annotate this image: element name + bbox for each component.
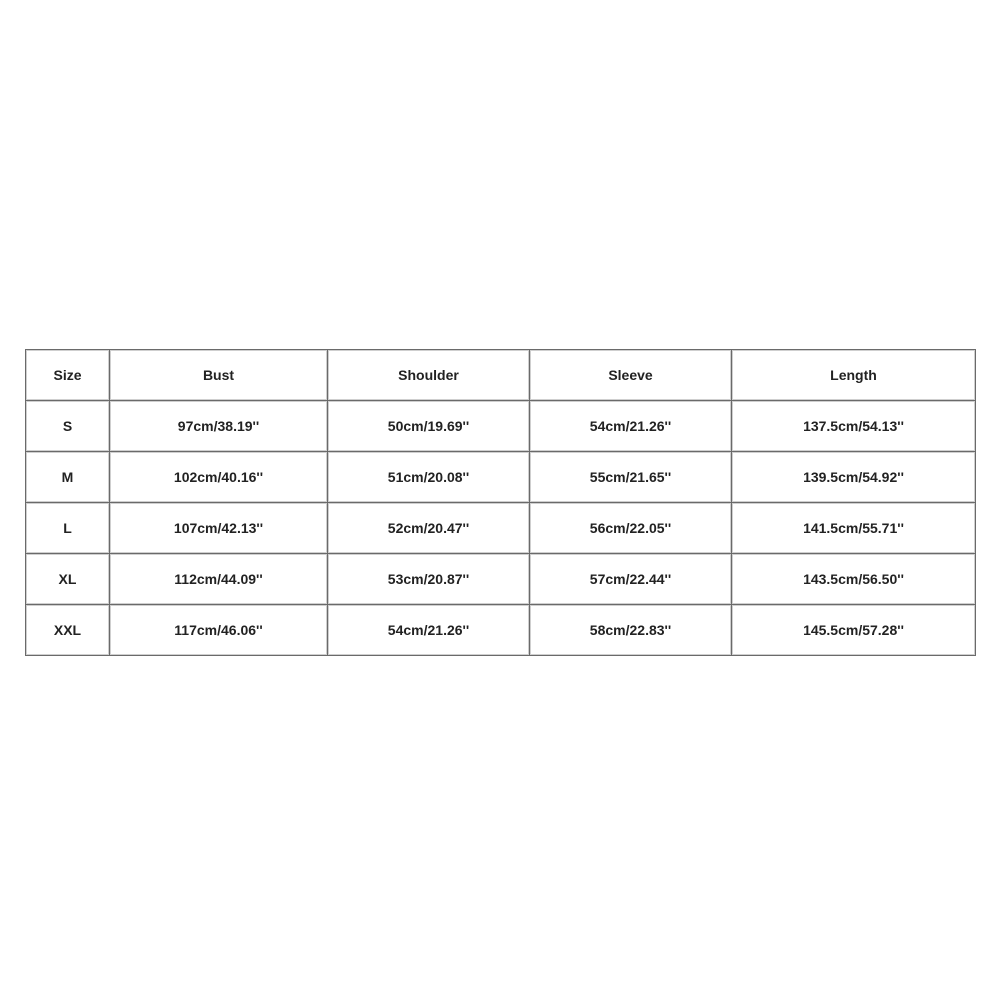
cell-sleeve: 57cm/22.44'' — [530, 554, 732, 605]
size-chart-table — [25, 349, 976, 656]
cell-length: 145.5cm/57.28'' — [732, 605, 976, 656]
cell-length: 143.5cm/56.50'' — [732, 554, 976, 605]
cell-shoulder: 51cm/20.08'' — [328, 452, 530, 503]
table-row — [26, 401, 976, 452]
cell-sleeve: 54cm/21.26'' — [530, 401, 732, 452]
cell-bust: 117cm/46.06'' — [110, 605, 328, 656]
table-row — [26, 554, 976, 605]
cell-sleeve: 58cm/22.83'' — [530, 605, 732, 656]
table-row — [26, 503, 976, 554]
table-header-row — [26, 350, 976, 401]
table-row — [26, 605, 976, 656]
cell-sleeve: 55cm/21.65'' — [530, 452, 732, 503]
header-bust: Bust — [110, 350, 328, 401]
table-row — [26, 452, 976, 503]
header-shoulder: Shoulder — [328, 350, 530, 401]
cell-sleeve: 56cm/22.05'' — [530, 503, 732, 554]
cell-bust: 97cm/38.19'' — [110, 401, 328, 452]
cell-shoulder: 52cm/20.47'' — [328, 503, 530, 554]
cell-shoulder: 50cm/19.69'' — [328, 401, 530, 452]
header-size: Size — [26, 350, 110, 401]
cell-length: 139.5cm/54.92'' — [732, 452, 976, 503]
cell-size: L — [26, 503, 110, 554]
cell-bust: 102cm/40.16'' — [110, 452, 328, 503]
cell-size: XXL — [26, 605, 110, 656]
cell-size: M — [26, 452, 110, 503]
cell-size: S — [26, 401, 110, 452]
cell-size: XL — [26, 554, 110, 605]
header-length: Length — [732, 350, 976, 401]
cell-bust: 112cm/44.09'' — [110, 554, 328, 605]
cell-bust: 107cm/42.13'' — [110, 503, 328, 554]
cell-length: 141.5cm/55.71'' — [732, 503, 976, 554]
cell-shoulder: 53cm/20.87'' — [328, 554, 530, 605]
cell-length: 137.5cm/54.13'' — [732, 401, 976, 452]
cell-shoulder: 54cm/21.26'' — [328, 605, 530, 656]
header-sleeve: Sleeve — [530, 350, 732, 401]
